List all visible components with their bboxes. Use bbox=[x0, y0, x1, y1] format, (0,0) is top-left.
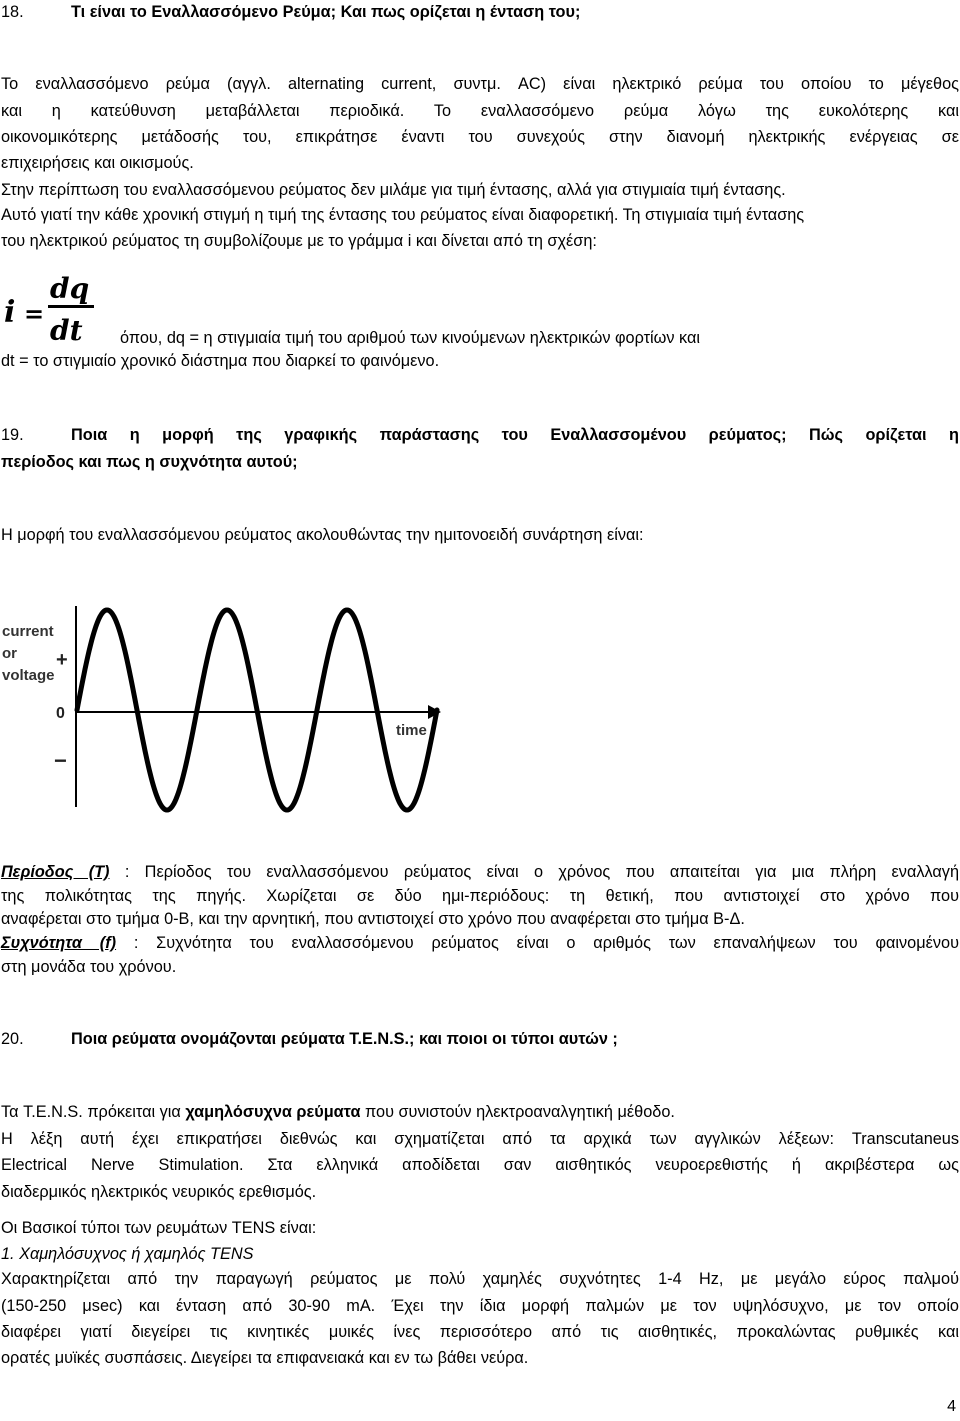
q19-freq-line1 bbox=[1, 933, 959, 953]
sine-wave-curve bbox=[77, 610, 437, 810]
q19-title-line2: περίοδος και πως η συχνότητα αυτού; bbox=[1, 453, 298, 471]
q20-title: Ποια ρεύματα ονομάζονται ρεύματα T.E.N.S.; και ποιοι οι τύποι αυτών ; bbox=[71, 1030, 618, 1048]
q20-heading bbox=[1, 1029, 959, 1049]
sine-wave-figure bbox=[0, 592, 460, 822]
q20-line1 bbox=[1, 1102, 959, 1122]
q18-p1-line1: Το εναλλασσόμενο ρεύμα (αγγλ. alternating current, συντμ. AC) είναι ηλεκτρικό ρεύμα του οποίου το μέγεθος bbox=[1, 75, 959, 93]
ylabel-current: current bbox=[2, 623, 54, 640]
q19-period-line1 bbox=[1, 862, 959, 882]
q20-line9: διαφέρει γιατί διεγείρει τις κινητικές μυικές ίνες περισσότερο από τις αισθητικές, προκαλώντας ρυθμικές και bbox=[1, 1323, 959, 1341]
zero-label: 0 bbox=[56, 705, 65, 722]
ylabel-or: or bbox=[2, 645, 17, 662]
q20-line1-bold: χαμηλόσυχνα ρεύματα bbox=[185, 1103, 361, 1121]
q18-p3-line1: όπου, dq = η στιγμιαία τιμή του αριθμού των κινούμενων ηλεκτρικών φορτίων και bbox=[120, 329, 701, 347]
xlabel-time: time bbox=[396, 722, 427, 739]
page-number: 4 bbox=[947, 1398, 956, 1415]
q20-line1-a: Τα T.E.N.S. πρόκειται για bbox=[1, 1103, 186, 1121]
q18-p1-line3: οικονομικότερης μετάδοσής του, επικράτησε έναντι του συνεχούς στην διανομή ηλεκτρικής ενέργειας σε bbox=[1, 128, 959, 146]
formula-denominator: dt bbox=[50, 314, 83, 347]
q18-title: Τι είναι το Εναλλασσόμενο Ρεύμα; Και πως ορίζεται η ένταση του; bbox=[71, 3, 581, 21]
q19-freq-line2: στη μονάδα του χρόνου. bbox=[1, 958, 177, 976]
q19-period-line3: αναφέρεται στο τμήμα 0-Β, και την αρνητική, που αντιστοιχεί στο χρόνο που αναφέρεται στο τμήμα Β-Δ. bbox=[1, 910, 745, 928]
ylabel-voltage: voltage bbox=[2, 667, 55, 684]
q20-line8: (150-250 μsec) και ένταση από 30-90 mA. Έχει την ίδια μορφή παλμών με τον υψηλόσυχνο, με τον οποίο bbox=[1, 1297, 959, 1315]
formula-numerator: dq bbox=[50, 272, 90, 305]
q19-heading-line1 bbox=[1, 425, 959, 445]
q18-p3-line2: dt = το στιγμιαίο χρονικό διάστημα που διαρκεί το φαινόμενο. bbox=[1, 352, 440, 370]
period-term: Περίοδος (T) bbox=[1, 863, 110, 881]
q18-heading bbox=[1, 2, 959, 22]
q18-p2-line3: του ηλεκτρικού ρεύματος τη συμβολίζουμε με το γράμμα i και δίνεται από τη σχέση: bbox=[1, 232, 597, 250]
fraction-bar bbox=[48, 305, 94, 308]
q18-p1-line2: και η κατεύθυνση μεταβάλλεται περιοδικά. Το εναλλασσόμενο ρεύμα λόγω της ευκολότερης και bbox=[1, 102, 959, 120]
plus-sign: + bbox=[56, 649, 68, 671]
q20-line10: ορατές μυϊκές συσπάσεις. Διεγείρει τα επιφανειακά και εν τω βάθει νεύρα. bbox=[1, 1349, 529, 1367]
q20-number: 20. bbox=[1, 1030, 24, 1048]
minus-sign: − bbox=[54, 748, 67, 773]
period-text-1: : Περίοδος του εναλλασσόμενου ρεύματος είναι ο χρόνος που απαιτείται για μια πλήρη εναλλαγή bbox=[109, 863, 959, 881]
formula-equals: = bbox=[24, 299, 45, 328]
q20-line3: Electrical Nerve Stimulation. Στα ελληνικά αποδίδεται σαν αισθητικός νευροερεθιστής ή ακριβέστερα ως bbox=[1, 1156, 959, 1174]
q18-p2-line1: Στην περίπτωση του εναλλασσόμενου ρεύματος δεν μιλάμε για τιμή έντασης, αλλά για στιγμιαία τιμή έντασης. bbox=[1, 181, 786, 199]
formula-lhs: i bbox=[4, 295, 16, 330]
q18-number: 18. bbox=[1, 3, 24, 21]
q20-line1-c: που συνιστούν ηλεκτροαναλγητική μέθοδο. bbox=[360, 1103, 675, 1121]
q20-line2: Η λέξη αυτή έχει επικρατήσει διεθνώς και σχηματίζεται από τα αρχικά των αγγλικών λέξεων: Transcutaneus bbox=[1, 1130, 959, 1148]
freq-term: Συχνότητα (f) bbox=[1, 934, 117, 952]
q20-line6: 1. Χαμηλόσυχνος ή χαμηλός TENS bbox=[1, 1245, 254, 1263]
freq-text-1: : Συχνότητα του εναλλασσόμενου ρεύματος είναι ο αριθμός των επαναλήψεων του φαινομένου bbox=[116, 934, 959, 952]
q18-p1-line4: επιχειρήσεις και οικισμούς. bbox=[1, 154, 194, 172]
q19-intro: Η μορφή του εναλλασσόμενου ρεύματος ακολουθώντας την ημιτονοειδή συνάρτηση είναι: bbox=[1, 526, 644, 544]
current-formula bbox=[2, 270, 112, 350]
q20-line7: Χαρακτηρίζεται από την παραγωγή ρεύματος με πολύ χαμηλές συχνότητες 1-4 Hz, με μεγάλο εύρος παλμού bbox=[1, 1270, 959, 1288]
q19-title-1: Ποια η μορφή της γραφικής παράστασης του Εναλλασσομένου ρεύματος; Πώς ορίζεται η bbox=[71, 426, 959, 444]
q18-p2-line2: Αυτό γιατί την κάθε χρονική στιγμή η τιμή της έντασης του ρεύματος είναι διαφορετική. Τη στιγμιαία τιμή έντασης bbox=[1, 206, 805, 224]
q19-period-line2: της πολικότητας της πηγής. Χωρίζεται σε δύο ημι-περιόδους: τη θετική, που αντιστοιχεί στο χρόνο που bbox=[1, 887, 959, 905]
q19-number: 19. bbox=[1, 426, 24, 444]
q20-line5: Οι Βασικοί τύποι των ρευμάτων TENS είναι: bbox=[1, 1219, 317, 1237]
q20-line4: διαδερμικός ηλεκτρικός νευρικός ερεθισμός. bbox=[1, 1183, 317, 1201]
